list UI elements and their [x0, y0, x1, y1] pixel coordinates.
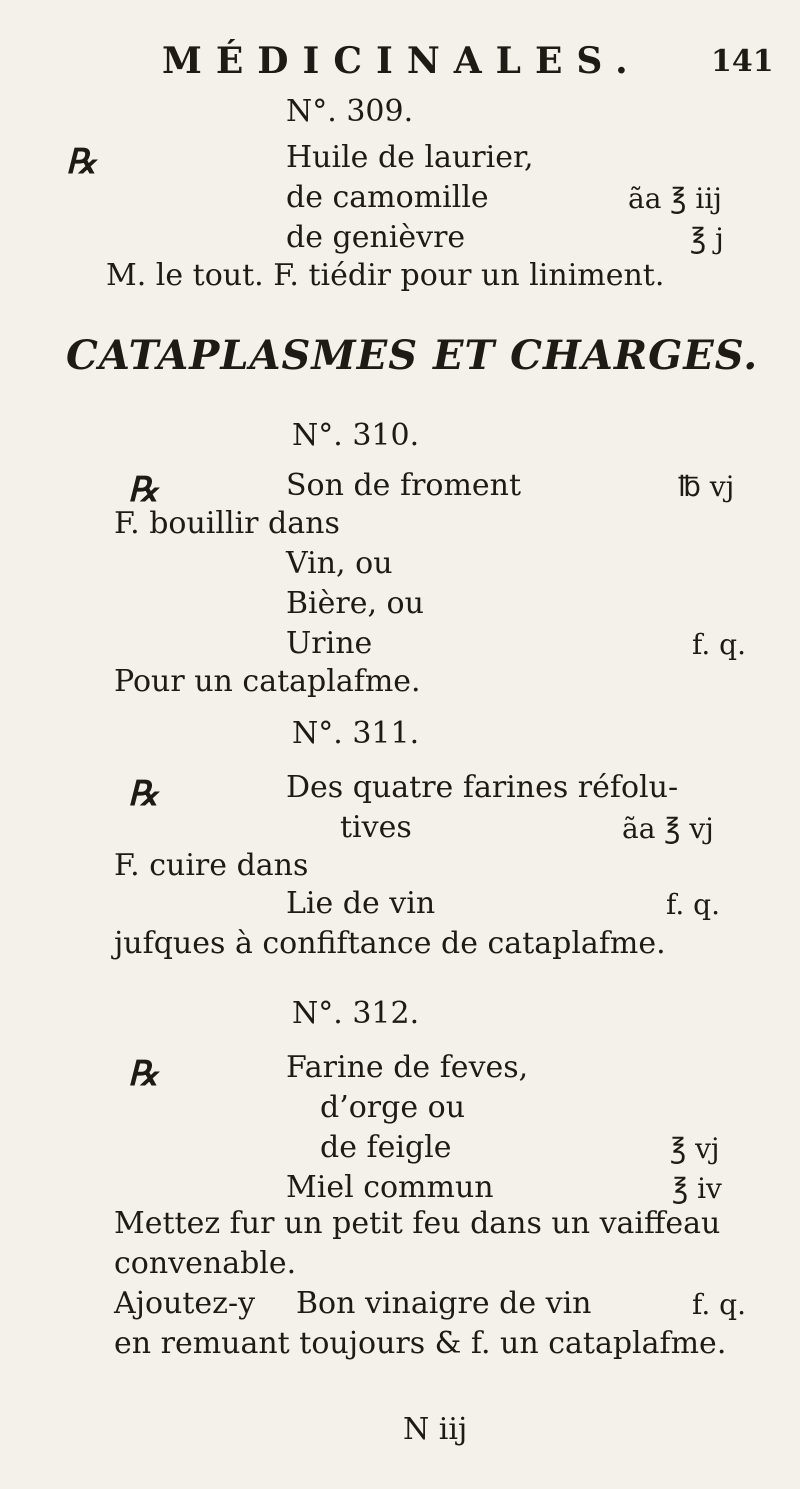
quantity: f. q.	[692, 1288, 746, 1321]
instruction-line: F. bouillir dans	[114, 506, 340, 541]
ingredient-line: de feigle	[320, 1130, 452, 1165]
ingredient-line: Urine	[286, 626, 373, 661]
directions-line: Pour un cataplafme.	[114, 664, 421, 699]
ingredient-line: Vin, ou	[286, 546, 393, 581]
quantity: ãa ℥ vj	[622, 812, 714, 845]
running-title: MÉDICINALES.	[162, 40, 642, 82]
directions-line: jufques à confiftance de cataplafme.	[114, 926, 666, 961]
ingredient-line: d’orge ou	[320, 1090, 466, 1125]
quantity: ãa ℥ iij	[628, 182, 722, 215]
ingredient-line: Huile de laurier,	[286, 140, 534, 175]
directions-line: en remuant toujours & f. un cataplafme.	[114, 1326, 727, 1361]
page-number: 141	[711, 44, 774, 79]
ingredient-line: Son de froment	[286, 468, 522, 503]
directions-line: Mettez fur un petit feu dans un vaiffeau	[114, 1206, 721, 1241]
ingredient-line: Bon vinaigre de vin	[296, 1286, 592, 1321]
recipe-symbol-icon: ℞	[128, 1054, 159, 1094]
signature-mark: N iij	[403, 1412, 468, 1447]
recipe-symbol-icon: ℞	[128, 774, 159, 814]
quantity: f. q.	[692, 628, 746, 661]
ingredient-line: Des quatre farines réfolu-	[286, 770, 679, 805]
quantity: ℥ iv	[672, 1172, 722, 1205]
quantity: ℥ j	[690, 222, 724, 255]
ingredient-line: de genièvre	[286, 220, 466, 255]
ingredient-line: Farine de feves,	[286, 1050, 529, 1085]
recipe-310-number: N°. 310.	[292, 418, 420, 453]
quantity: ℔ vj	[678, 470, 735, 503]
recipe-symbol-icon: ℞	[66, 142, 97, 182]
ingredient-line: tives	[340, 810, 412, 845]
instruction-line: F. cuire dans	[114, 848, 309, 883]
ingredient-line: Lie de vin	[286, 886, 436, 921]
recipe-311-number: N°. 311.	[292, 716, 420, 751]
recipe-312-number: N°. 312.	[292, 996, 420, 1031]
quantity: ℥ vj	[670, 1132, 720, 1165]
directions-line: Ajoutez-y	[114, 1286, 256, 1321]
quantity: f. q.	[666, 888, 720, 921]
ingredient-line: de camomille	[286, 180, 489, 215]
section-title: CATAPLASMES ET CHARGES.	[66, 332, 759, 379]
directions-line: M. le tout. F. tiédir pour un liniment.	[106, 258, 665, 293]
ingredient-line: Bière, ou	[286, 586, 424, 621]
ingredient-line: Miel commun	[286, 1170, 494, 1205]
recipe-309-number: N°. 309.	[286, 94, 414, 129]
recipe-symbol-icon: ℞	[128, 470, 159, 510]
directions-line: convenable.	[114, 1246, 297, 1281]
